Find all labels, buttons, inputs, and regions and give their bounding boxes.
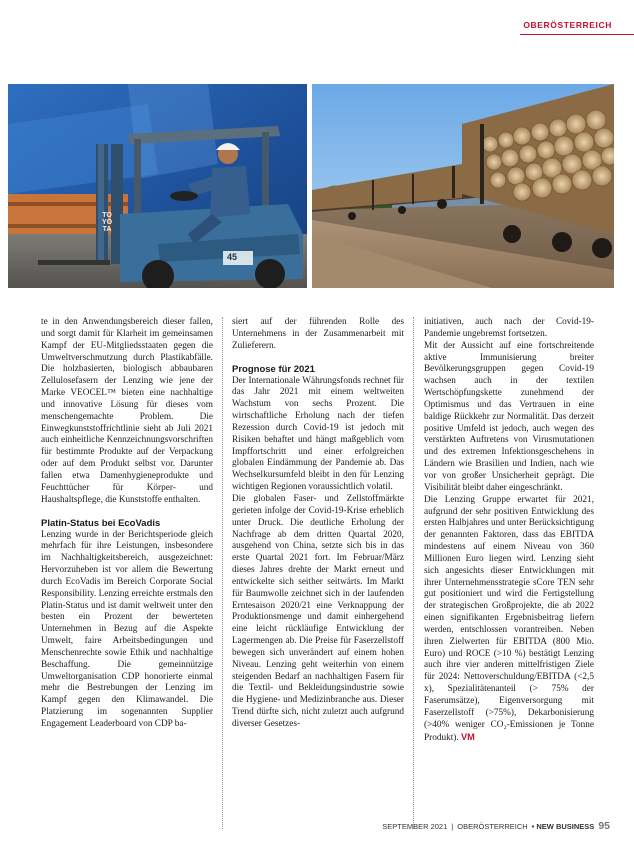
article-column-1 — [41, 317, 213, 731]
page-footer — [382, 820, 610, 832]
footer-separator: | — [451, 822, 454, 831]
page-number: 95 — [598, 820, 610, 832]
article-column-2 — [232, 317, 404, 731]
forklift-photo — [8, 84, 307, 288]
col1-body-paragraph: Lenzing wurde in der Berichtsperiode gleich mehrfach für ihre Leistungen, insbesondere im Nachhaltigkeitsbereich, ausgezeichnet: Hervorzuheben ist vor allem die Bewertung durch EcoVadis im Bereich Corporate Social Responsibility. Lenzing erreichte erstmals den Platin-Status und ist damit weltweit unter den besten ein Prozent der bewerteten Unternehmen in Bezug auf die Aspekte Umwelt, faire Arbeitsbedingungen und Menschenrechte sowie Ethik und nachhaltige Beschaffung. Die gemeinnützige Umweltorganisation CDP honorierte einmal mehr die Bestrebungen der Lenzing im Kampf gegen den Klimawandel. Die Platzierung im sogenannten Supplier Engagement Leaderboard von CDP ba- — [41, 529, 213, 729]
col2-paragraph-2: Die globalen Faser- und Zellstoffmärkte gerieten infolge der Covid-19-Krise erheblich unter Druck. Die deutliche Erholung der Nachfrage ab dem dritten Quartal 2020, ausgehend von China, setzte sich bis in das erste Quartal 2021 fort. Im Februar/März dieses Jahres drehte der Markt erneut und entwickelte sich seither seitwärts. Im Markt für Baumwolle zeichnet sich in der laufenden Erntesaison 2020/21 eine Verknappung der Produktionsmenge und damit einhergehend eine leicht rückläufige Entwicklung der Lagermengen ab. Die Preise für Faserzellstoff bewegen sich unverändert auf einem hohen Niveau. Lenzing geht weiterhin von einem steigenden Bedarf an nachhaltigen Fasern für die Textil- und Bekleidungsindustrie sowie die Hygiene- und Medizinbranche aus. Dieser Trend dürfte sich, nicht zuletzt auch aufgrund diverser Gesetzes- — [232, 493, 404, 729]
author-signature: VM — [461, 731, 475, 742]
section-label: OBERÖSTERREICH — [523, 20, 612, 30]
article-column-3 — [424, 317, 594, 744]
col2-heading: Prognose für 2021 — [232, 363, 315, 375]
col3-paragraph-3 — [424, 495, 594, 745]
logs-train-photo — [312, 84, 614, 288]
column-separator — [222, 317, 223, 829]
section-rule — [520, 34, 634, 35]
column-separator — [413, 317, 414, 829]
col3-paragraph-3-text: Die Lenzing Gruppe erwartet für 2021, aufgrund der sehr positiven Entwicklung des ersten Halbjahres und unter Berücksichtigung der genannten Faktoren, dass das EBITDA mindestens auf einem Niveau von 360 Millionen Euro liegen wird. Lenzing sieht sich angesichts dieser Entwicklungen mit ihrer Unternehmensstrategie sCore TEN sehr gut positioniert und wird die Fertigstellung der strategischen Großprojekte, die ab 2022 einen signifikanten Ergebnisbeitrag liefern werden, entschlossen vorantreiben. Neben ihren Zielwerten für EBITDA (800 Mio. Euro) und ROCE (>10 %) bestätigt Lenzing auch ihre vier anderen mittelfristigen Ziele für 2024: Nettoverschuldung/EBITDA (<2,5 x), Spezialitätenanteil (> 75% der Faserumsätze), Eigenversorgung mit Faserzellstoff (>75%), Dekarbonisierung (>40% weniger CO₂-Emissionen je Tonne Produkt). — [424, 494, 594, 743]
col2-paragraph-1: Der Internationale Währungsfonds rechnet für das Jahr 2021 mit einem weltweiten Wachstum von sechs Prozent. Die wirtschaftliche Erholung nach der tiefen Rezession durch Covid-19 ist jedoch mit Risiken behaftet und hängt maßgeblich vom Impffortschritt und einer erfolgreichen globalen Eindämmung der Pandemie ab. Das Wechselkursumfeld bleibt in den für Lenzing wichtigen Regionen voraussichtlich volatil. — [232, 375, 404, 493]
footer-issue: SEPTEMBER 2021 — [382, 822, 448, 831]
col3-paragraph-2: Mit der Aussicht auf eine fortschreitende aktive Immunisierung breiter Bevölkerungsgruppen gegen Covid-19 wachsen auch in der textilen Wertschöpfungskette zunehmend der Optimismus und das Vertrauen in eine baldige Rückkehr zur Normalität. Das derzeit positive Umfeld ist jedoch, auch wegen des verstärkten Auftretens von Virusmutationen und des extremen Infektionsgeschehens in Ländern wie Brasilien und Indien, nach wie vor von großer Unsicherheit geprägt. Die Visibilität bleibt daher eingeschränkt. — [424, 340, 594, 493]
col1-intro-paragraph: te in den Anwendungsbereich dieser fallen, und sorgt damit für Klarheit im gemeinsamen Kampf der EU-Mitgliedsstaaten gegen die Umweltverschmutzung durch Plastikabfälle. Die holzbasierten, biologisch abbaubaren Zellulosefasern der Lenzing wie jene der Marke VEOCEL™ bieten eine nachhaltige und innovative Lösung für dieses vom menschengemachte Problem. Die Einwegkunststoffrichtlinie sieht ab Juli 2021 auch einheitliche Kennzeichnungsvorschriften für bestimmte Produkte auf der Verpackung oder auf dem Produkt selbst vor. Darunter fallen etwa Damenhygieneprodukte und Feuchttücher für Körper- und Haushaltspflege, die Kunststoffe enthalten. — [41, 317, 213, 505]
forklift-number-text: 45 — [227, 252, 238, 262]
col1-heading: Platin-Status bei EcoVadis — [41, 517, 161, 529]
col2-intro-paragraph: siert auf der führenden Rolle des Unternehmens in der Zusammenarbeit mit Zulieferern. — [232, 317, 404, 351]
col3-paragraph-1: initiativen, auch nach der Covid-19-Pandemie ungebremst fortsetzen. — [424, 317, 594, 339]
footer-magazine: • NEW BUSINESS — [531, 822, 595, 831]
forklift-brand-text: TOYOTA — [101, 212, 113, 233]
footer-section: OBERÖSTERREICH — [457, 822, 528, 831]
